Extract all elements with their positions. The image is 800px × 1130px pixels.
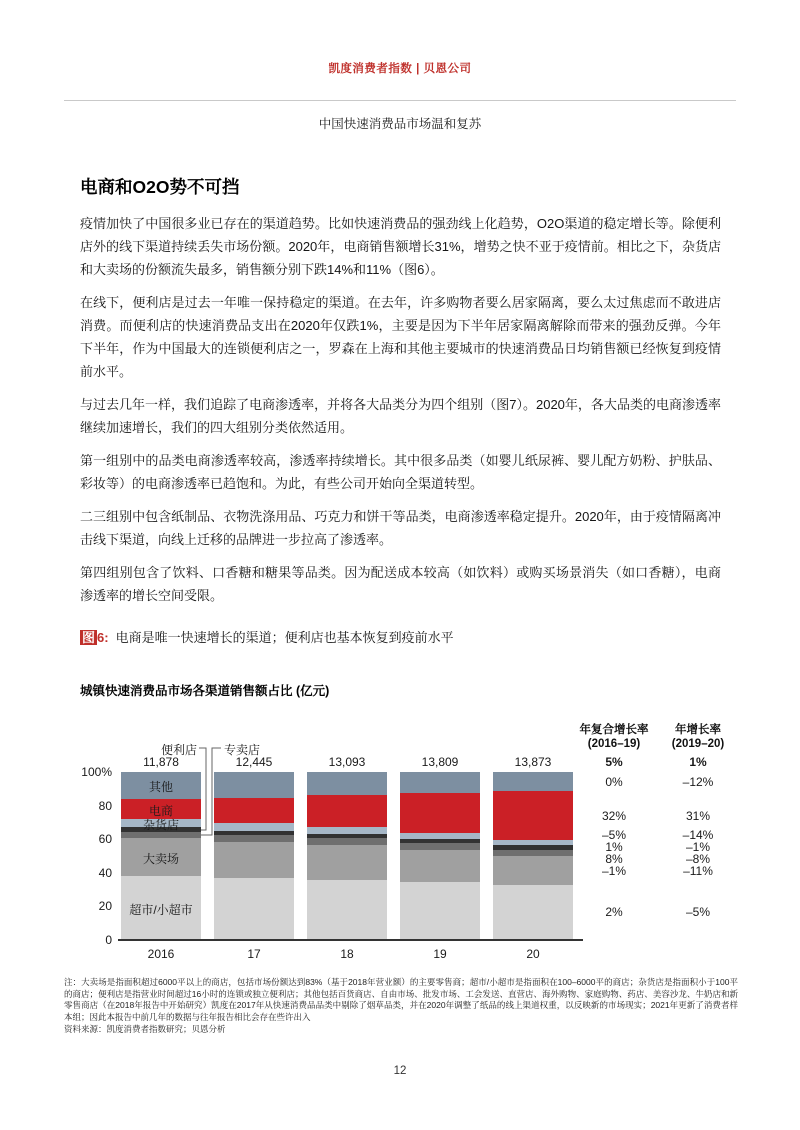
growth-cagr-value-杂货店: –5%	[601, 828, 627, 843]
bar-segment-超市/小超市	[400, 882, 480, 940]
callout-label-specialty-store: 专卖店	[224, 743, 261, 757]
bar-segment-专卖店	[214, 835, 294, 841]
segment-label-其他: 其他	[148, 780, 173, 795]
figure-label-icon: 图	[82, 630, 96, 645]
bar-segment-电商	[400, 793, 480, 833]
y-axis-label: 20	[98, 899, 112, 914]
growth-yoy-value-杂货店: –14%	[682, 828, 714, 843]
y-axis-label: 100%	[81, 765, 112, 779]
x-axis-label: 20	[526, 947, 540, 961]
bar-segment-电商	[214, 798, 294, 823]
growth-yoy-value-大卖场: –11%	[683, 864, 713, 879]
bar-total-value: 12,445	[235, 755, 273, 769]
bar-segment-电商	[307, 795, 387, 827]
cagr-header-period: (2016–19)	[587, 738, 641, 750]
growth-cagr-value-便利店: 1%	[605, 840, 623, 855]
growth-cagr-value-其他: 0%	[605, 774, 623, 789]
body-text	[80, 212, 721, 617]
stacked-bar-chart	[0, 715, 800, 977]
bar-segment-便利店	[214, 831, 294, 835]
y-axis-label: 80	[98, 798, 112, 813]
growth-yoy-value-专卖店: –8%	[685, 852, 711, 867]
bar-segment-杂货店	[307, 827, 387, 834]
segment-label-杂货店: 杂货店	[142, 818, 179, 833]
growth-cagr-value-超市/小超市: 2%	[605, 905, 623, 920]
bar-segment-大卖场	[400, 850, 480, 882]
figure-number: 6:	[97, 630, 109, 645]
paragraph-3: 与过去几年一样，我们追踪了电商渗透率，并将各大品类分为四个组别（图7）。2020年，各大品类的电商渗透率继续加速增长，我们的四大组别分类依然适用。	[80, 397, 721, 435]
y-axis-label: 60	[98, 832, 112, 847]
growth-total-cagr-value: 5%	[605, 755, 623, 769]
bar-total-value: 13,809	[421, 755, 459, 769]
report-brand-header: 凯度消费者指数 | 贝恩公司	[328, 63, 472, 75]
footnote	[64, 977, 738, 1036]
bar-segment-专卖店	[307, 838, 387, 845]
growth-yoy-value-电商: 31%	[685, 808, 711, 823]
bar-segment-便利店	[400, 839, 480, 844]
bar-segment-其他	[307, 772, 387, 795]
cagr-header-title: 年复合增长率	[579, 724, 649, 736]
y-axis-label: 0	[105, 933, 112, 947]
growth-cagr-value-大卖场: –1%	[601, 864, 627, 879]
segment-label-大卖场: 大卖场	[142, 851, 179, 866]
growth-yoy-value-其他: –12%	[682, 774, 714, 789]
bar-segment-大卖场	[307, 845, 387, 879]
bar-total-value: 13,093	[328, 755, 366, 769]
growth-cagr-value-专卖店: 8%	[605, 852, 623, 867]
paragraph-5: 二三组别中包含纸制品、衣物洗涤用品、巧克力和饼干等品类，电商渗透率稳定提升。2020年，由于疫情隔离冲击线下渠道，向线上迁移的品牌进一步拉高了渗透率。	[80, 509, 721, 547]
source-line: 资料来源：凯度消费者指数研究；贝恩分析	[64, 1024, 226, 1034]
bar-segment-杂货店	[214, 823, 294, 831]
yoy-header-title: 年增长率	[675, 724, 721, 736]
report-subtitle: 中国快速消费品市场温和复苏	[318, 117, 482, 131]
bar-segment-杂货店	[400, 833, 480, 839]
chart-title: 城镇快速消费品市场各渠道销售额占比 (亿元)	[80, 684, 330, 698]
segment-label-电商: 电商	[148, 803, 173, 818]
x-axis-label: 17	[247, 947, 261, 961]
growth-yoy-value-超市/小超市: –5%	[685, 905, 711, 920]
x-axis-label: 18	[340, 947, 354, 961]
bar-segment-大卖场	[214, 842, 294, 878]
bar-total-value: 11,878	[143, 755, 179, 769]
bar-segment-其他	[214, 772, 294, 798]
bar-segment-便利店	[307, 834, 387, 839]
figure-caption-text: 电商是唯一快速增长的渠道；便利店也基本恢复到疫前水平	[115, 630, 454, 645]
growth-cagr-value-电商: 32%	[601, 808, 627, 823]
x-axis-label: 2016	[147, 947, 175, 961]
page-number: 12	[393, 1065, 407, 1077]
segment-label-超市/小超市: 超市/小超市	[129, 903, 193, 918]
x-axis-line	[118, 939, 583, 941]
growth-total-yoy-value: 1%	[689, 755, 707, 769]
bar-segment-超市/小超市	[214, 878, 294, 940]
footnote-text: 注：大卖场是指面积超过6000平以上的商店，包括市场份额达到83%（基于2018年营业额）的主要零售商；超市/小超市是指面积在100–6000平的商店；杂货店是指面积小于100平的商店；便利店是指营业时间超过16小时的连锁或独立便利店；其他包括百货商店、自由市场、批发市场、工会发送、直营店、海外购物、家庭购物、药店、美容沙龙、牛奶店和新零售商店（在2018年报告中开始研究）凯度在2017年从快速消费品品类中剔除了烟草品类，并在2020年调整了纸品的线上渠道权重，以反映新的市场现实；2021年更新了消费者样本组；因此本报告中前几年的数据与往年报告相比会存在些许出入	[64, 977, 738, 1022]
growth-column-header-yoy	[643, 723, 753, 751]
yoy-header-period: (2019–20)	[671, 738, 725, 750]
bar-segment-超市/小超市	[307, 880, 387, 940]
growth-yoy-value-便利店: –1%	[685, 840, 711, 855]
callout-label-convenience-store: 便利店	[160, 743, 197, 757]
header-divider	[64, 100, 736, 101]
y-axis-label: 40	[98, 865, 112, 880]
bar-segment-其他	[400, 772, 480, 793]
paragraph-2: 在线下，便利店是过去一年唯一保持稳定的渠道。在去年，许多购物者要么居家隔离，要么太过焦虑而不敢进店消费。而便利店的快速消费品支出在2020年仅跌1%，主要是因为下半年居家隔离解除而带来的强劲反弹。今年下半年，作为中国最大的连锁便利店之一，罗森在上海和其他主要城市的快速消费品日均销售额已经恢复到疫情前水平。	[80, 295, 721, 379]
paragraph-1: 疫情加快了中国很多业已存在的渠道趋势。比如快速消费品的强劲线上化趋势，O2O渠道的稳定增长等。除便利店外的线下渠道持续丢失市场份额。2020年，电商销售额增长31%，增势之快不亚于疫情前。相比之下，杂货店和大卖场的份额流失最多，销售额分别下跌14%和11%（图6）。	[80, 216, 721, 277]
x-axis-label: 19	[433, 947, 447, 961]
bar-segment-专卖店	[400, 843, 480, 850]
figure-caption	[80, 627, 454, 646]
paragraph-4: 第一组别中的品类电商渗透率较高，渗透率持续增长。其中很多品类（如婴儿纸尿裤、婴儿配方奶粉、护肤品、彩妆等）的电商渗透率已趋饱和。为此，有些公司开始向全渠道转型。	[80, 453, 721, 491]
bar-total-value: 13,873	[514, 755, 552, 769]
paragraph-6: 第四组别包含了饮料、口香糖和糖果等品类。因为配送成本较高（如饮料）或购买场景消失（如口香糖），电商渗透率的增长空间受限。	[80, 565, 721, 603]
section-title: 电商和O2O势不可挡	[80, 177, 240, 197]
